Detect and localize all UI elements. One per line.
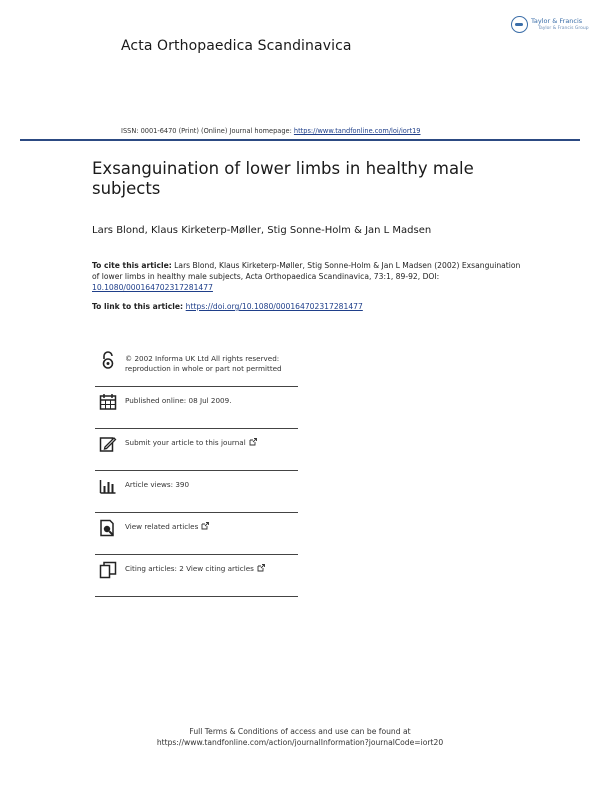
related-row[interactable] xyxy=(95,513,298,555)
citation-block xyxy=(92,260,522,293)
copyright-row xyxy=(95,345,298,387)
external-link-icon xyxy=(201,522,209,530)
footer-terms-link[interactable]: https://www.tandfonline.com/action/journalInformation?journalCode=iort20 xyxy=(156,738,444,747)
logo-text: Taylor & Francis xyxy=(531,17,583,25)
article-doi-link[interactable]: https://doi.org/10.1080/000164702317281477 xyxy=(185,302,363,311)
submit-row[interactable] xyxy=(95,429,298,471)
citation-text: Lars Blond, Klaus Kirketerp-Møller, Stig Sonne-Holm & Jan L Madsen (2002) Exsanguination of lower limbs in healthy male subjects, Acta Orthopaedica Scandinavica, 73:1, 89-92, DOI: xyxy=(92,261,521,281)
article-title: Exsanguination of lower limbs in healthy male subjects xyxy=(92,159,474,198)
open-lock-icon xyxy=(99,351,117,369)
logo-subtext: Taylor & Francis Group xyxy=(538,26,589,31)
journal-homepage-link[interactable]: https://www.tandfonline.com/loi/iort19 xyxy=(293,127,421,135)
published-date: Published online: 08 Jul 2009. xyxy=(125,396,232,405)
taylor-francis-logo[interactable] xyxy=(511,16,589,38)
related-search-icon xyxy=(99,519,117,537)
citing-articles-link[interactable]: Citing articles: 2 View citing articles xyxy=(125,564,254,573)
citing-row[interactable] xyxy=(95,555,298,597)
bar-chart-icon xyxy=(99,477,117,495)
external-link-icon xyxy=(249,438,257,446)
copyright-text xyxy=(125,354,282,374)
citation-label: To cite this article: xyxy=(92,261,172,270)
external-link-icon xyxy=(257,564,265,572)
related-articles-link[interactable]: View related articles xyxy=(125,522,199,531)
citation-doi-link[interactable]: 10.1080/000164702317281477 xyxy=(92,283,213,292)
article-info-box xyxy=(95,345,298,597)
footer xyxy=(0,726,600,748)
copyright-line-2: reproduction in whole or part not permitted xyxy=(125,364,282,373)
views-row xyxy=(95,471,298,513)
calendar-icon xyxy=(99,393,117,411)
link-label: To link to this article: xyxy=(92,302,186,311)
citing-documents-icon xyxy=(99,561,117,579)
link-block xyxy=(92,302,363,311)
edit-icon xyxy=(99,435,117,453)
issn-text: ISSN: 0001-6470 (Print) (Online) Journal homepage: xyxy=(121,127,294,135)
footer-terms-text: Full Terms & Conditions of access and use can be found at xyxy=(189,727,411,736)
header-divider xyxy=(20,139,580,141)
article-authors: Lars Blond, Klaus Kirketerp-Møller, Stig Sonne-Holm & Jan L Madsen xyxy=(92,225,432,236)
article-views: Article views: 390 xyxy=(125,480,190,489)
copyright-line-1: © 2002 Informa UK Ltd All rights reserved: xyxy=(125,354,280,363)
journal-title: Acta Orthopaedica Scandinavica xyxy=(121,38,352,54)
logo-mark-icon xyxy=(511,16,528,33)
issn-line xyxy=(121,127,421,135)
published-row xyxy=(95,387,298,429)
submit-article-link[interactable]: Submit your article to this journal xyxy=(125,438,246,447)
